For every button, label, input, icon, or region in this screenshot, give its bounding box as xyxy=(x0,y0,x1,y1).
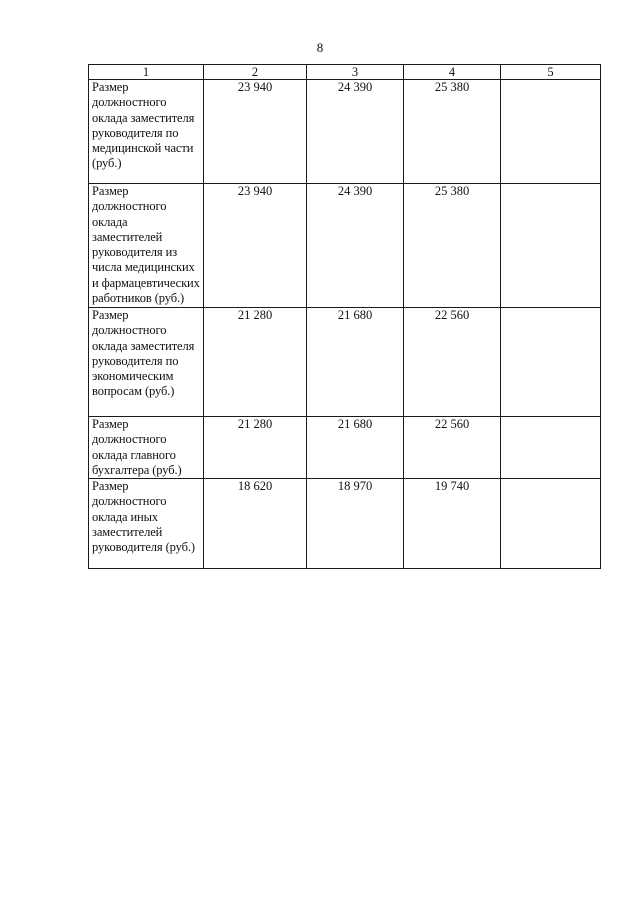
value-cell: 18 970 xyxy=(307,479,404,569)
column-header-5: 5 xyxy=(501,65,601,80)
value-cell: 21 680 xyxy=(307,417,404,479)
table-row xyxy=(89,479,601,569)
value-cell: 19 740 xyxy=(404,479,501,569)
table-header-row xyxy=(89,65,601,80)
table-row xyxy=(89,417,601,479)
page-number: 8 xyxy=(316,40,324,55)
value-cell: 24 390 xyxy=(307,184,404,308)
column-header-2: 2 xyxy=(204,65,307,80)
column-header-3: 3 xyxy=(307,65,404,80)
value-cell xyxy=(501,479,601,569)
value-cell: 25 380 xyxy=(404,80,501,184)
value-cell: 22 560 xyxy=(404,308,501,417)
row-label: Размер должностного оклада заместителя руководителя по медицинской части (руб.) xyxy=(89,80,204,184)
salary-table xyxy=(88,64,601,569)
value-cell xyxy=(501,417,601,479)
table-row xyxy=(89,308,601,417)
value-cell: 25 380 xyxy=(404,184,501,308)
row-label: Размер должностного оклада заместителей руководителя из числа медицинских и фармацевтических работников (руб.) xyxy=(89,184,204,308)
row-label: Размер должностного оклада заместителя руководителя по экономическим вопросам (руб.) xyxy=(89,308,204,417)
value-cell: 24 390 xyxy=(307,80,404,184)
column-header-1: 1 xyxy=(89,65,204,80)
value-cell xyxy=(501,184,601,308)
column-header-4: 4 xyxy=(404,65,501,80)
value-cell: 21 280 xyxy=(204,417,307,479)
table-row xyxy=(89,80,601,184)
row-label: Размер должностного оклада иных заместителей руководителя (руб.) xyxy=(89,479,204,569)
value-cell: 23 940 xyxy=(204,184,307,308)
value-cell: 21 680 xyxy=(307,308,404,417)
row-label: Размер должностного оклада главного бухгалтера (руб.) xyxy=(89,417,204,479)
value-cell xyxy=(501,308,601,417)
value-cell: 23 940 xyxy=(204,80,307,184)
table-row xyxy=(89,184,601,308)
value-cell: 21 280 xyxy=(204,308,307,417)
value-cell xyxy=(501,80,601,184)
value-cell: 18 620 xyxy=(204,479,307,569)
value-cell: 22 560 xyxy=(404,417,501,479)
